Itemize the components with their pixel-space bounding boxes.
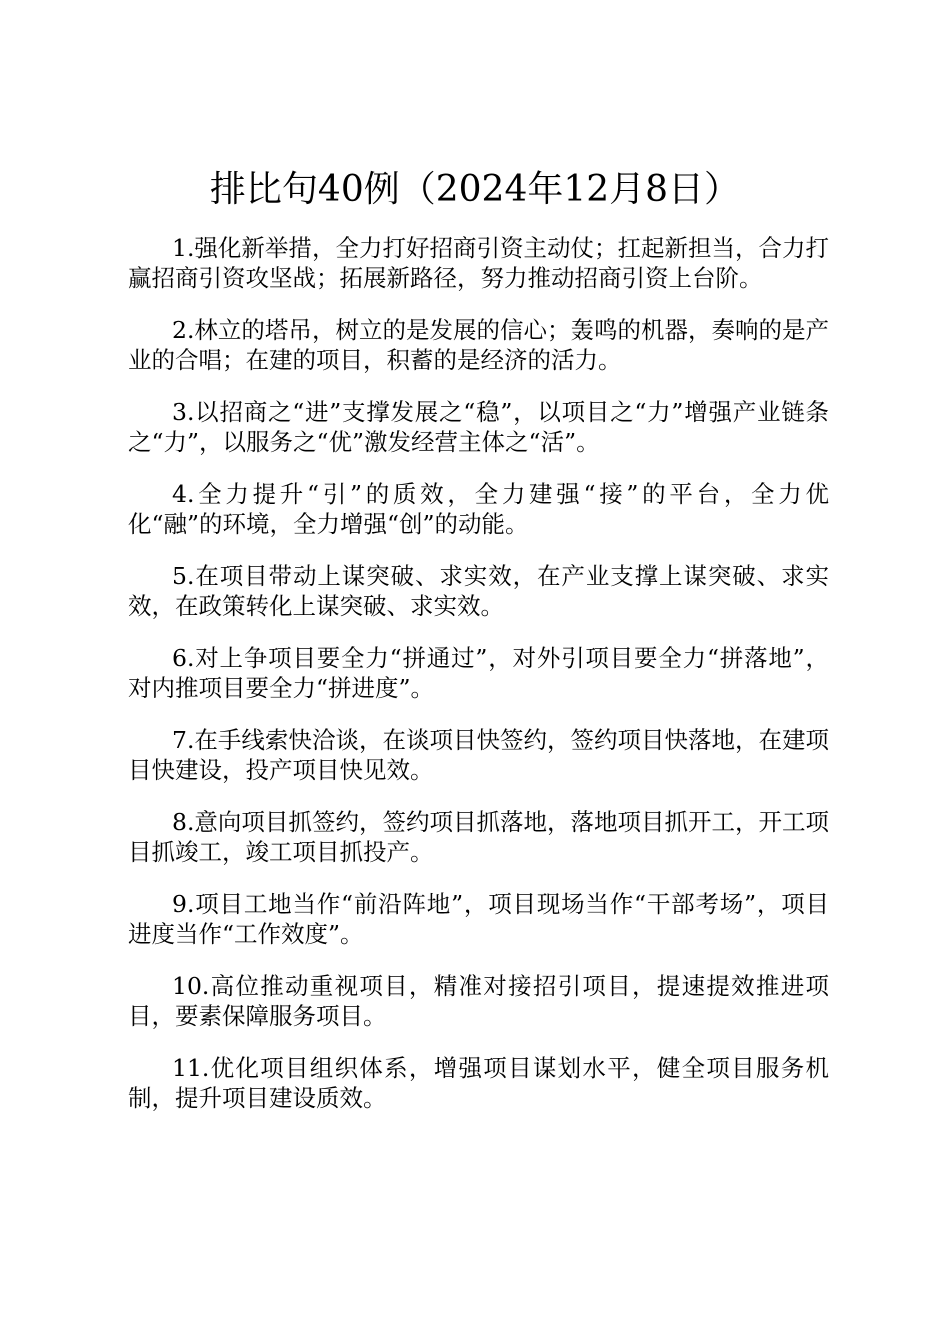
paragraph-7: 7.在手线索快洽谈，在谈项目快签约，签约项目快落地，在建项目快建设，投产项目快见效。 <box>128 726 829 784</box>
paragraph-5: 5.在项目带动上谋突破、求实效，在产业支撑上谋突破、求实效，在政策转化上谋突破、求实效。 <box>128 562 829 620</box>
paragraph-6: 6.对上争项目要全力“拼通过”，对外引项目要全力“拼落地”，对内推项目要全力“拼进度”。 <box>128 644 829 702</box>
paragraph-11: 11.优化项目组织体系，增强项目谋划水平，健全项目服务机制，提升项目建设质效。 <box>128 1054 829 1112</box>
paragraph-2: 2.林立的塔吊，树立的是发展的信心；轰鸣的机器，奏响的是产业的合唱；在建的项目，积蓄的是经济的活力。 <box>128 316 829 374</box>
paragraph-4: 4.全力提升“引”的质效，全力建强“接”的平台，全力优化“融”的环境，全力增强“创”的动能。 <box>128 480 829 538</box>
paragraph-1: 1.强化新举措，全力打好招商引资主动仗；扛起新担当，合力打赢招商引资攻坚战；拓展新路径，努力推动招商引资上台阶。 <box>128 234 829 292</box>
paragraph-3: 3.以招商之“进”支撑发展之“稳”，以项目之“力”增强产业链条之“力”，以服务之“优”激发经营主体之“活”。 <box>128 398 829 456</box>
paragraph-9: 9.项目工地当作“前沿阵地”，项目现场当作“干部考场”，项目进度当作“工作效度”。 <box>128 890 829 948</box>
document-body <box>128 234 829 1136</box>
document-title: 排比句40例（2024年12月8日） <box>209 169 741 210</box>
paragraph-8: 8.意向项目抓签约，签约项目抓落地，落地项目抓开工，开工项目抓竣工，竣工项目抓投产。 <box>128 808 829 866</box>
paragraph-10: 10.高位推动重视项目，精准对接招引项目，提速提效推进项目，要素保障服务项目。 <box>128 972 829 1030</box>
